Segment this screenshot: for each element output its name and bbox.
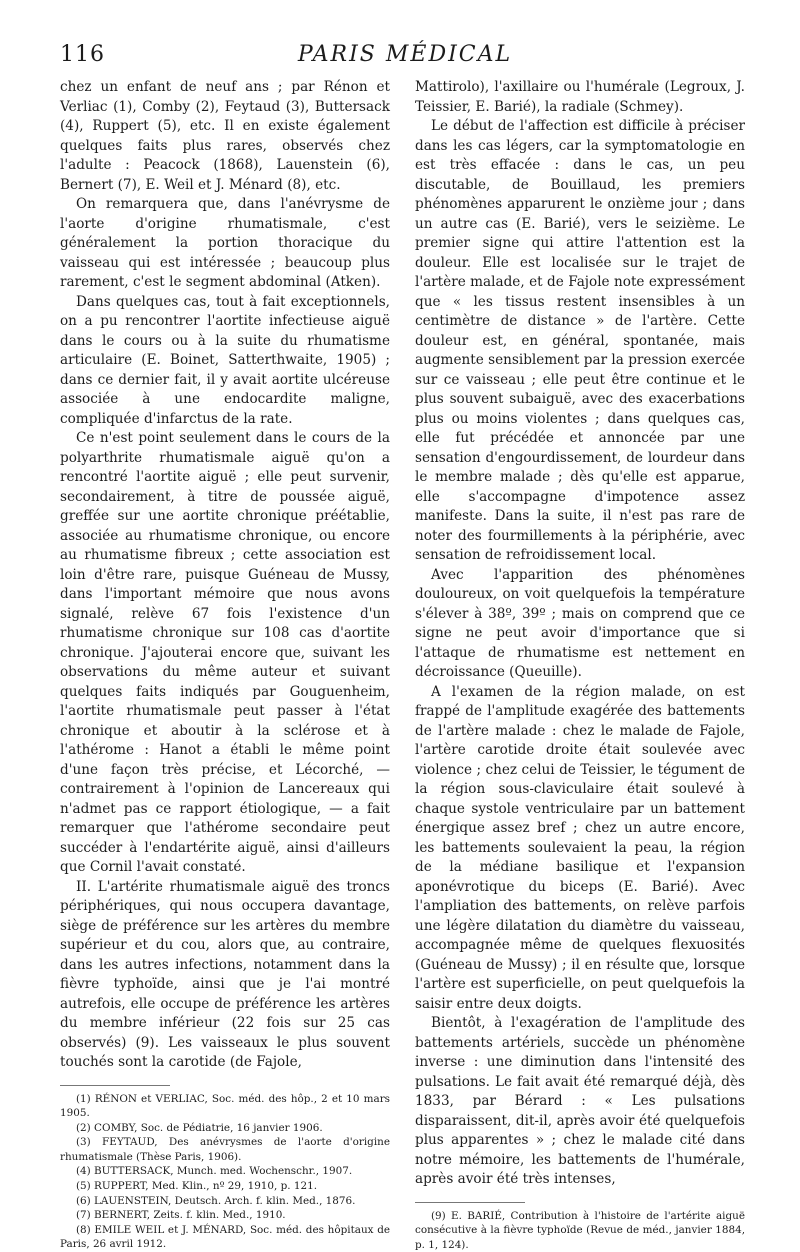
paragraph: On remarquera que, dans l'anévrysme de l'aorte d'origine rhumatismale, c'est généralement la portion thoracique du vaisseau qui est intéressée ; beaucoup plus rarement, c'est le segment abdominal (Atken). bbox=[60, 195, 390, 293]
footnote: (1) RÉNON et VERLIAC, Soc. méd. des hôp., 2 et 10 mars 1905. bbox=[60, 1092, 390, 1121]
paragraph: Dans quelques cas, tout à fait exceptionnels, on a pu rencontrer l'aortite infectieuse aiguë dans le cours ou à la suite du rhumatisme articulaire (E. Boinet, Satterthwaite, 1905) ; dans ce dernier fait, il y avait aortite ulcéreuse associée à une endocardite maligne, compliquée d'infarctus de la rate. bbox=[60, 293, 390, 430]
footnotes bbox=[60, 1085, 390, 1252]
running-head: PARIS MÉDICAL bbox=[60, 42, 750, 67]
footnote: (5) RUPPERT, Med. Klin., nº 29, 1910, p. 121. bbox=[60, 1179, 390, 1194]
paragraph: II. L'artérite rhumatismale aiguë des troncs périphériques, qui nous occupera davantage, siège de préférence sur les artères du membre supérieur et du cou, alors que, au contraire, dans les autres infections, notamment dans la fièvre typhoïde, ainsi que je l'ai montré autrefois, elle occupe de préférence les artères du membre inférieur (22 fois sur 25 cas observés) (9). Les vaisseaux le plus souvent touchés sont la carotide (de Fajole, bbox=[60, 878, 390, 1073]
paragraph: chez un enfant de neuf ans ; par Rénon et Verliac (1), Comby (2), Feytaud (3), Buttersack (4), Ruppert (5), etc. Il en existe également quelques faits plus rares, observés chez l'adulte : Peacock (1868), Lauenstein (6), Bernert (7), E. Weil et J. Ménard (8), etc. bbox=[60, 78, 390, 195]
footnote: (9) E. BARIÉ, Contribution à l'histoire de l'artérite aiguë consécutive à la fièvre typhoïde (Revue de méd., janvier 1884, p. 1, 124). bbox=[415, 1209, 745, 1252]
footnote-rule bbox=[415, 1202, 525, 1203]
left-column bbox=[60, 78, 390, 1252]
right-column bbox=[415, 78, 745, 1252]
paragraph: Avec l'apparition des phénomènes douloureux, on voit quelquefois la température s'élever à 38º, 39º ; mais on comprend que ce signe ne peut avoir d'importance que si l'attaque de rhumatisme est nettement en décroissance (Queuille). bbox=[415, 566, 745, 683]
footnotes bbox=[415, 1202, 745, 1252]
paragraph: Le début de l'affection est difficile à préciser dans les cas légers, car la symptomatologie en est très effacée : dans le cas, un peu discutable, de Bouillaud, les premiers phénomènes apparurent le onzième jour ; dans un autre cas (E. Barié), vers le seizième. Le premier signe qui attire l'attention est la douleur. Elle est localisée sur le trajet de l'artère malade, et de Fajole note expressément que « les tissus restent insensibles à un centimètre de distance » de l'artère. Cette douleur est, en général, spontanée, mais augmente sensiblement par la pression exercée sur ce vaisseau ; elle peut être continue et le plus souvent subaiguë, avec des exacerbations plus ou moins violentes ; dans quelques cas, elle fut précédée et annoncée par une sensation d'engourdissement, de lourdeur dans le membre malade ; dès qu'elle est apparue, elle s'accompagne d'impotence assez manifeste. Dans la suite, il n'est pas rare de noter des fourmillements à la périphérie, avec sensation de refroidissement local. bbox=[415, 117, 745, 566]
page-header bbox=[60, 42, 750, 72]
paragraph: A l'examen de la région malade, on est frappé de l'amplitude exagérée des battements de l'artère malade : chez le malade de Fajole, l'artère carotide droite était soulevée avec violence ; chez celui de Teissier, le tégument de la région sous-claviculaire était soulevé à chaque systole ventriculaire par un battement énergique assez bref ; chez un autre encore, les battements soulevaient la peau, la région de la médiane basilique et l'expansion aponévrotique du biceps (E. Barié). Avec l'ampliation des battements, on relève parfois une légère dilatation du diamètre du vaisseau, accompagnée même de quelques flexuosités (Guéneau de Mussy) ; il en résulte que, lorsque l'artère est superficielle, on peut quelquefois la saisir entre deux doigts. bbox=[415, 683, 745, 1015]
footnote: (4) BUTTERSACK, Munch. med. Wochenschr., 1907. bbox=[60, 1164, 390, 1179]
footnote: (2) COMBY, Soc. de Pédiatrie, 16 janvier 1906. bbox=[60, 1121, 390, 1136]
paragraph: Ce n'est point seulement dans le cours de la polyarthrite rhumatismale aiguë qu'on a rencontré l'aortite aiguë ; elle peut survenir, secondairement, à titre de poussée aiguë, greffée sur une aortite chronique préétablie, associée au rhumatisme chronique, ou encore au rhumatisme fibreux ; cette association est loin d'être rare, puisque Guéneau de Mussy, dans l'important mémoire que nous avons signalé, relève 67 fois l'existence d'un rhumatisme chronique sur 108 cas d'aortite chronique. J'ajouterai encore que, suivant les observations du même auteur et suivant quelques faits indiqués par Gouguenheim, l'aortite rhumatismale peut passer à l'état chronique et aboutir à la sclérose et à l'athérome : Hanot a établi le même point d'une façon très précise, et Lécorché, — contrairement à l'opinion de Lancereaux qui n'admet pas ce rapport étiologique, — a fait remarquer que l'athérome secondaire peut succéder à l'endartérite aiguë, ainsi d'ailleurs que Cornil l'avait constaté. bbox=[60, 429, 390, 878]
footnote: (7) BERNERT, Zeits. f. klin. Med., 1910. bbox=[60, 1208, 390, 1223]
footnote: (8) EMILE WEIL et J. MÉNARD, Soc. méd. des hôpitaux de Paris, 26 avril 1912. bbox=[60, 1223, 390, 1252]
footnote-rule bbox=[60, 1085, 170, 1086]
paragraph: Bientôt, à l'exagération de l'amplitude des battements artériels, succède un phénomène inverse : une diminution dans l'intensité des pulsations. Le fait avait été remarqué déjà, dès 1833, par Bérard : « Les pulsations disparaissent, dit-il, après avoir été quelquefois plus apparentes » ; chez le malade cité dans notre mémoire, les battements de l'humérale, après avoir été très intenses, bbox=[415, 1014, 745, 1190]
page-number: 116 bbox=[60, 42, 105, 67]
footnote: (6) LAUENSTEIN, Deutsch. Arch. f. klin. Med., 1876. bbox=[60, 1194, 390, 1209]
paragraph: Mattirolo), l'axillaire ou l'humérale (Legroux, J. Teissier, E. Barié), la radiale (Schmey). bbox=[415, 78, 745, 117]
footnote: (3) FEYTAUD, Des anévrysmes de l'aorte d'origine rhumatismale (Thèse Paris, 1906). bbox=[60, 1135, 390, 1164]
